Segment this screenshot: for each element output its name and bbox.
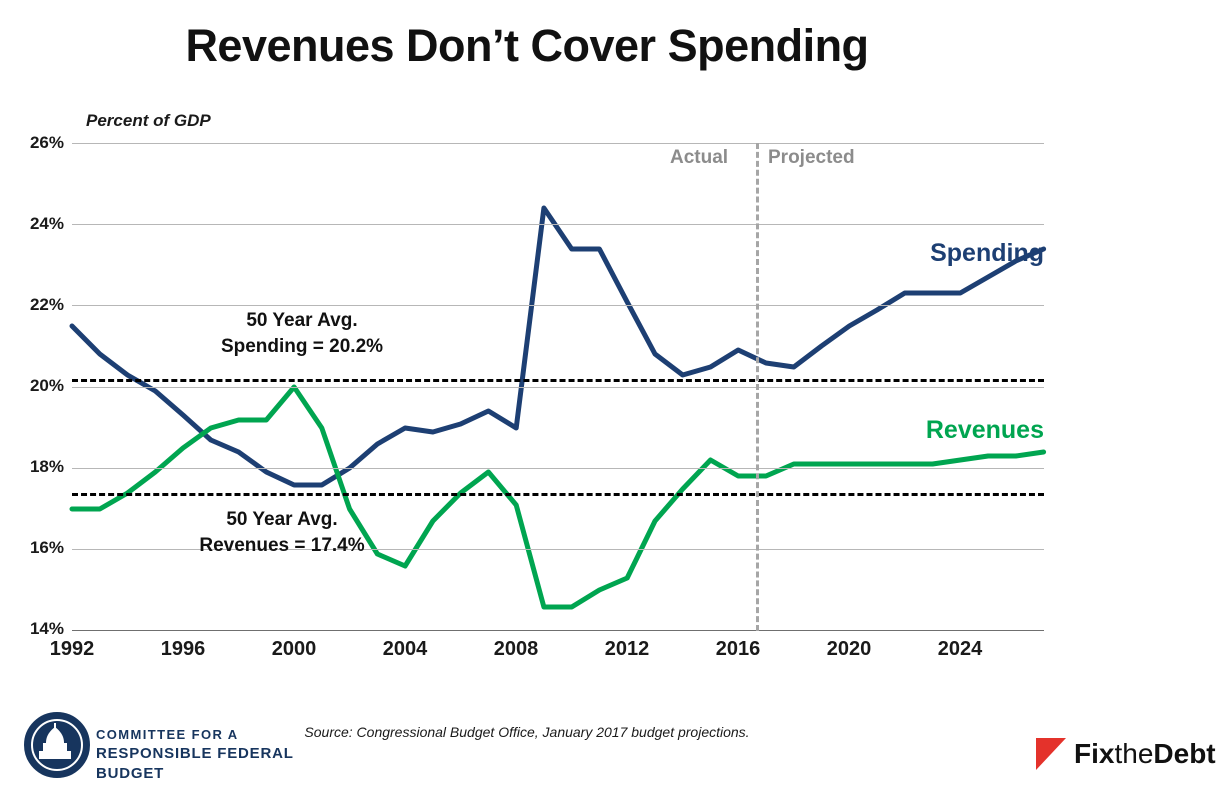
label-projected: Projected [768,147,855,168]
crfb-wordmark-line2: RESPONSIBLE FEDERAL BUDGET [96,744,294,782]
crfb-wordmark [96,726,364,784]
series-label-revenues: Revenues [925,416,1044,444]
x-tick-1992: 1992 [49,638,95,660]
x-tick-2008: 2008 [493,638,539,660]
x-tick-2000: 2000 [271,638,317,660]
line-revenues [72,387,1044,607]
actual-projected-divider [756,143,759,631]
gridline-26 [72,143,1044,144]
x-tick-2004: 2004 [382,638,428,660]
crfb-seal-icon [24,712,90,778]
ftd-fix: Fix [1074,738,1115,769]
annotation-spending-average [172,308,432,359]
y-tick-18: 18% [29,457,64,476]
y-tick-24: 24% [29,214,64,233]
x-tick-1996: 1996 [160,638,206,660]
y-tick-16: 16% [29,538,64,557]
label-actual: Actual [670,147,729,168]
x-tick-2020: 2020 [826,638,872,660]
annotation-revenues-average-line1: 50 Year Avg. [226,509,338,530]
fix-the-debt-wordmark [1074,738,1216,770]
x-tick-2012: 2012 [604,638,650,660]
fix-the-debt-mark-icon [1036,738,1066,770]
y-tick-26: 26% [29,133,64,152]
x-tick-2024: 2024 [937,638,983,660]
gridline-22 [72,305,1044,306]
source-note: Source: Congressional Budget Office, January 2017 budget projections. [304,724,750,740]
plot-area [72,143,1044,631]
y-axis-unit-label: Percent of GDP [86,111,211,130]
gridline-14-axis [72,630,1044,631]
gridline-24 [72,224,1044,225]
page-title: Revenues Don’t Cover Spending [185,20,869,71]
x-axis-labels [49,638,1044,670]
y-tick-22: 22% [29,295,64,314]
y-tick-14: 14% [29,619,64,638]
gridline-18 [72,468,1044,469]
reference-line-revenues-average [72,493,1044,496]
y-axis-labels [0,133,64,638]
crfb-logo [24,712,364,782]
ftd-the: the [1114,738,1154,769]
gridline-20 [72,387,1044,388]
series-label-spending: Spending [930,239,1044,267]
y-tick-20: 20% [29,376,64,395]
annotation-revenues-average-line2: Revenues = 17.4% [199,534,365,556]
capitol-dome-icon [33,721,77,765]
x-tick-2016: 2016 [715,638,761,660]
crfb-wordmark-line1: COMMITTEE FOR A [96,727,239,742]
ftd-debt: Debt [1153,738,1216,769]
crfb-seal-ring [31,719,83,771]
annotation-spending-average-line1: 50 Year Avg. [246,310,358,331]
reference-line-spending-average [72,379,1044,382]
annotation-spending-average-line2: Spending = 20.2% [220,335,384,357]
annotation-revenues-average [152,507,412,558]
